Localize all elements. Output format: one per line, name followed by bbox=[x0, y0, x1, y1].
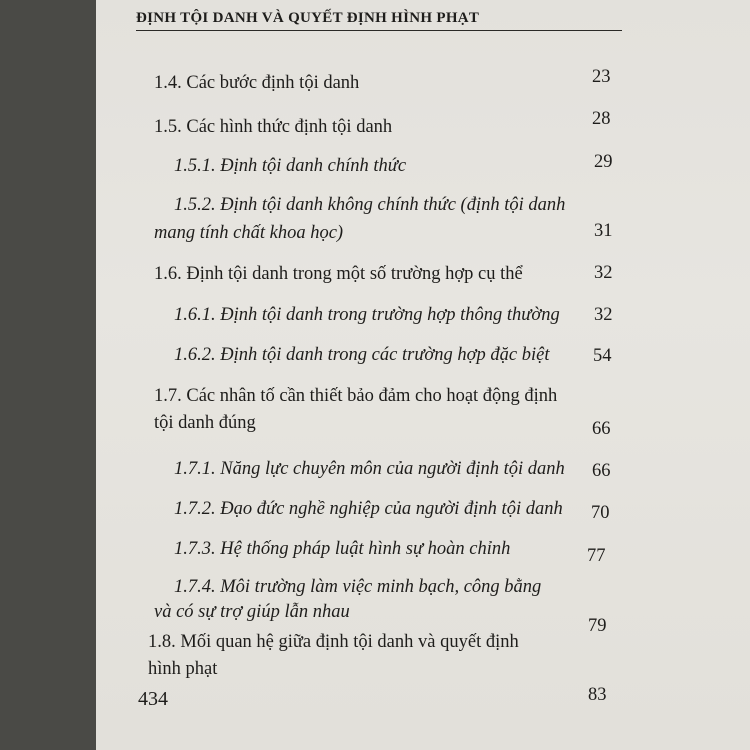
running-header: ĐỊNH TỘI DANH VÀ QUYẾT ĐỊNH HÌNH PHẠT bbox=[136, 10, 480, 26]
toc-entry-1-6: 1.6. Định tội danh trong một số trường hợp cụ thể bbox=[154, 264, 523, 284]
toc-entry-1-8-line-2: hình phạt bbox=[148, 659, 218, 679]
toc-page-1-5: 28 bbox=[592, 109, 611, 129]
header-rule bbox=[136, 30, 622, 31]
toc-entry-1-7-3: 1.7.3. Hệ thống pháp luật hình sự hoàn chỉnh bbox=[174, 539, 511, 559]
toc-page-1-4: 23 bbox=[592, 67, 611, 87]
toc-page-1-7: 66 bbox=[592, 419, 611, 439]
toc-page-1-6-2: 54 bbox=[593, 346, 612, 366]
toc-entry-1-5: 1.5. Các hình thức định tội danh bbox=[154, 117, 393, 137]
toc-entry-1-5-1: 1.5.1. Định tội danh chính thức bbox=[174, 156, 407, 176]
toc-page-1-5-1: 29 bbox=[594, 152, 613, 172]
toc-entry-1-6-1: 1.6.1. Định tội danh trong trường hợp thông thường bbox=[174, 305, 560, 325]
toc-entry-1-7-line-2: tội danh đúng bbox=[154, 413, 256, 433]
toc-entry-1-7-4-line-2: và có sự trợ giúp lẫn nhau bbox=[154, 602, 350, 622]
toc-page-1-6: 32 bbox=[594, 263, 613, 283]
toc-page-1-7-2: 70 bbox=[591, 503, 610, 523]
toc-entry-1-5-2-line-1: 1.5.2. Định tội danh không chính thức (định tội danh bbox=[174, 195, 566, 215]
toc-page-1-7-3: 77 bbox=[587, 546, 606, 566]
toc-entry-1-7-4-line-1: 1.7.4. Môi trường làm việc minh bạch, công bằng bbox=[174, 577, 542, 597]
toc-page-1-6-1: 32 bbox=[594, 305, 613, 325]
toc-entry-1-7-1: 1.7.1. Năng lực chuyên môn của người định tội danh bbox=[174, 459, 565, 479]
toc-page-1-8: 83 bbox=[588, 685, 607, 705]
toc-page-1-7-1: 66 bbox=[592, 461, 611, 481]
toc-entry-1-7-2: 1.7.2. Đạo đức nghề nghiệp của người định tội danh bbox=[174, 499, 563, 519]
toc-entry-1-6-2: 1.6.2. Định tội danh trong các trường hợp đặc biệt bbox=[174, 345, 550, 365]
toc-page-1-7-4: 79 bbox=[588, 616, 607, 636]
toc-entry-1-8-line-1: 1.8. Mối quan hệ giữa định tội danh và quyết định bbox=[148, 632, 519, 652]
toc-entry-1-4: 1.4. Các bước định tội danh bbox=[154, 73, 360, 93]
toc-page-1-5-2: 31 bbox=[594, 221, 613, 241]
toc-entry-1-5-2-line-2: mang tính chất khoa học) bbox=[154, 223, 344, 243]
book-page bbox=[96, 0, 750, 750]
page-number: 434 bbox=[138, 688, 168, 710]
toc-entry-1-7-line-1: 1.7. Các nhân tố cần thiết bảo đảm cho hoạt động định bbox=[154, 386, 558, 406]
